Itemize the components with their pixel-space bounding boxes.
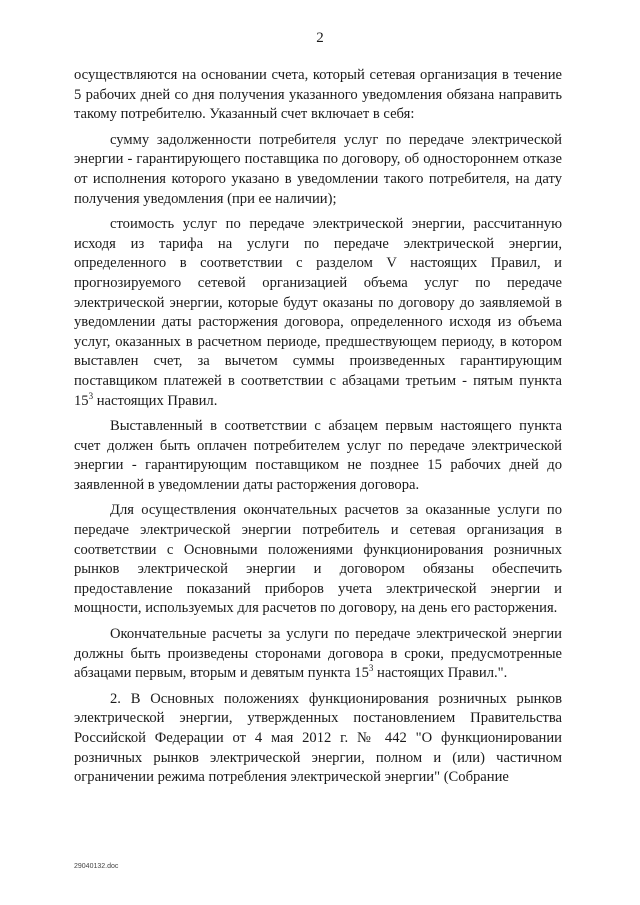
- paragraph-5: Для осуществления окончательных расчетов за оказанные услуги по передаче электрической энергии потребитель и сетевая организация в соответствии с Основными положениями функционирования розничных рынков электрической энергии и договором обязаны обеспечить предоставление показаний приборов учета электрической энергии и мощности, используемых для расчетов по договору, на день его расторжения.: [74, 502, 562, 617]
- paragraph-2: сумму задолженности потребителя услуг по передаче электрической энергии - гарантирующего поставщика по договору, об одностороннем отказе от исполнения которого указано в уведомлении такого потребителя, на дату получения уведомления (при ее наличии);: [74, 131, 562, 207]
- paragraph-6-tail: настоящих Правил.".: [373, 665, 508, 682]
- paragraph-6-text: Окончательные расчеты за услуги по передаче электрической энергии должны быть произведены сторонами договора в сроки, предусмотренные абзацами первым, вторым и девятым пункта 15: [74, 626, 562, 682]
- paragraph-7: 2. В Основных положениях функционирования розничных рынков электрической энергии, утвержденных постановлением Правительства Российской Федерации от 4 мая 2012 г. № 442 "О функционировании розничных рынков электрической энергии, полном и (или) частичном ограничении режима потребления электрической энергии" (Собрание: [74, 690, 562, 786]
- paragraph-1: осуществляются на основании счета, который сетевая организация в течение 5 рабочих дней со дня получения указанного уведомления обязана направить такому потребителю. Указанный счет включает в себя:: [74, 67, 562, 123]
- paragraph-4: Выставленный в соответствии с абзацем первым настоящего пункта счет должен быть оплачен потребителем услуг по передаче электрической энергии - гарантирующим поставщиком не позднее 15 рабочих дней до заявленной в уведомлении даты расторжения договора.: [74, 418, 562, 493]
- paragraph-3: [74, 215, 562, 411]
- superscript-3: 3: [368, 663, 374, 674]
- paragraph-3-tail: настоящих Правил.: [93, 392, 218, 409]
- paragraph-3-text: стоимость услуг по передаче электрической энергии, рассчитанную исходя из тарифа на услуги по передаче электрической энергии, определенного в соответствии с разделом V настоящих Правил, и прогнозируемого сетевой организацией объема услуг по передаче электрической энергии, которые будут оказаны по договору до заявляемой в уведомлении даты расторжения договора, определенного исходя из объема услуг, оказанных в расчетном периоде, предшествующем периоду, в котором выставлен счет, за вычетом суммы произведенных гарантирующим поставщиком платежей в соответствии с абзацами третьим - пятым пункта 15: [74, 216, 562, 409]
- paragraph-6: [74, 625, 562, 684]
- document-body: [74, 66, 562, 788]
- file-name-footer: 29040132.doc: [74, 863, 119, 870]
- superscript-3: 3: [88, 390, 94, 401]
- page-number: 2: [316, 30, 324, 46]
